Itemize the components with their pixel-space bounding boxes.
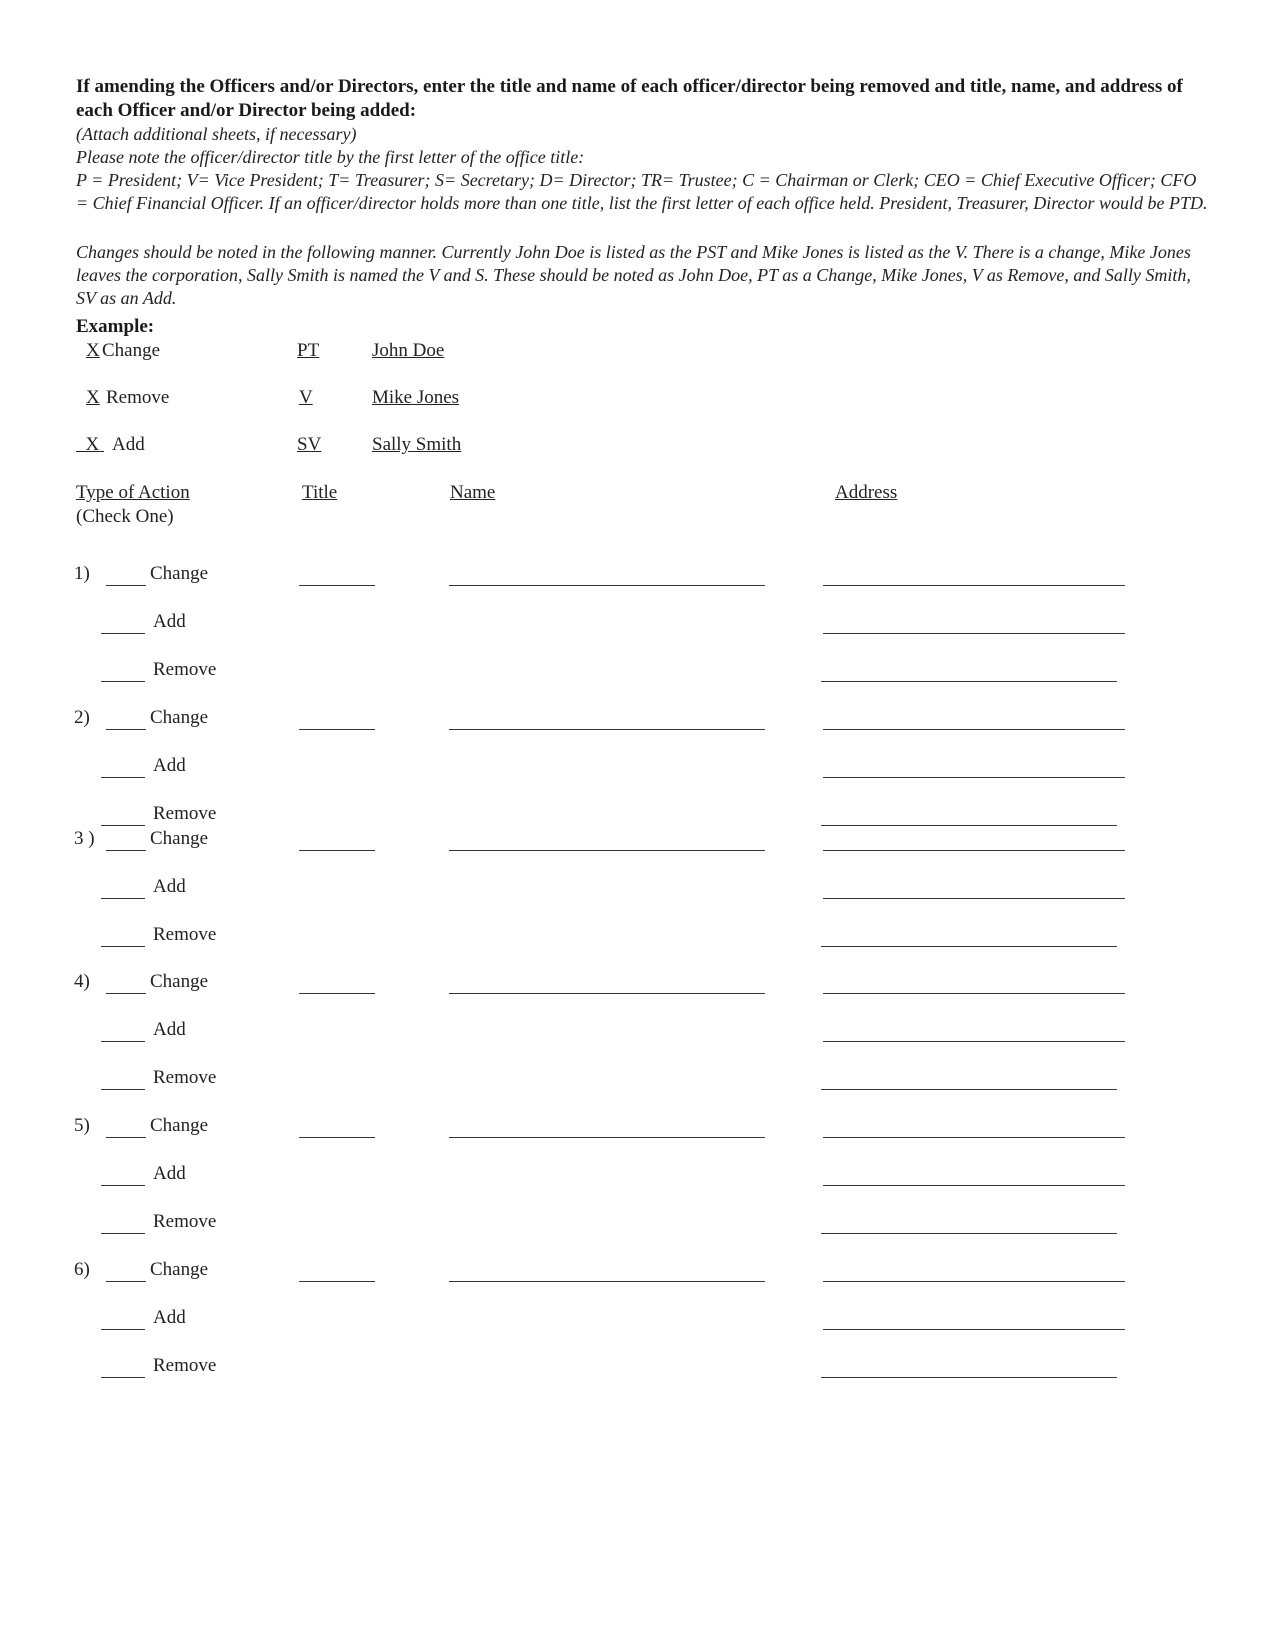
entry-number: 5) xyxy=(74,1115,90,1136)
action-label: Change xyxy=(150,1259,209,1280)
action-checkbox-blank[interactable] xyxy=(106,1281,146,1282)
address-field[interactable] xyxy=(823,1329,1125,1330)
action-label: Change xyxy=(150,707,209,728)
instructions-heading: If amending the Officers and/or Directors, enter the title and name of each officer/director being removed and title, name, and address of each Officer and/or Director being added: xyxy=(76,76,1183,121)
example-title: PT xyxy=(297,340,320,361)
title-field[interactable] xyxy=(299,729,375,730)
example-name: Mike Jones xyxy=(372,387,460,408)
action-label: Remove xyxy=(153,1067,217,1088)
action-label: Change xyxy=(150,971,209,992)
action-label: Change xyxy=(150,828,209,849)
action-checkbox-blank[interactable] xyxy=(106,729,146,730)
address-field[interactable] xyxy=(821,946,1117,947)
action-checkbox-blank[interactable] xyxy=(101,1233,145,1234)
action-checkbox-blank[interactable] xyxy=(101,777,145,778)
changes-note: Changes should be noted in the following manner. Currently John Doe is listed as the PST and Mike Jones is listed as the V. There is a change, Mike Jones leaves the corporation, Sally Smith is named the V and S. These should be noted as John Doe, PT as a Change, Mike Jones, V as Remove, and Sally Smith, SV as an Add. xyxy=(76,242,1191,308)
name-field[interactable] xyxy=(449,1137,765,1138)
action-checkbox-blank[interactable] xyxy=(106,1137,146,1138)
action-checkbox-blank[interactable] xyxy=(101,898,145,899)
address-field[interactable] xyxy=(823,633,1125,634)
action-label: Remove xyxy=(153,924,217,945)
name-field[interactable] xyxy=(449,993,765,994)
action-checkbox-blank[interactable] xyxy=(106,993,146,994)
address-field[interactable] xyxy=(821,1089,1117,1090)
action-checkbox-blank[interactable] xyxy=(101,1185,145,1186)
address-header: Address xyxy=(835,482,898,503)
example-action: Remove xyxy=(106,387,170,408)
example-name: Sally Smith xyxy=(372,434,462,455)
action-checkbox-blank[interactable] xyxy=(106,585,146,586)
name-header: Name xyxy=(450,482,496,503)
action-label: Add xyxy=(153,1163,186,1184)
example-action: Add xyxy=(112,434,145,455)
title-header: Title xyxy=(302,482,338,503)
example-label: Example: xyxy=(76,316,155,337)
title-field[interactable] xyxy=(299,1137,375,1138)
action-label: Add xyxy=(153,1019,186,1040)
address-field[interactable] xyxy=(823,993,1125,994)
example-mark: X xyxy=(86,387,100,408)
address-field[interactable] xyxy=(823,585,1125,586)
address-field[interactable] xyxy=(823,729,1125,730)
name-field[interactable] xyxy=(449,729,765,730)
address-field[interactable] xyxy=(821,1233,1117,1234)
action-label: Add xyxy=(153,755,186,776)
address-field[interactable] xyxy=(823,1041,1125,1042)
action-label: Add xyxy=(153,876,186,897)
action-label: Remove xyxy=(153,1355,217,1376)
address-field[interactable] xyxy=(823,777,1125,778)
action-label: Remove xyxy=(153,1211,217,1232)
title-field[interactable] xyxy=(299,850,375,851)
attach-note: (Attach additional sheets, if necessary) xyxy=(76,124,357,144)
address-field[interactable] xyxy=(823,850,1125,851)
action-checkbox-blank[interactable] xyxy=(101,1329,145,1330)
example-name: John Doe xyxy=(372,340,445,361)
action-label: Add xyxy=(153,1307,186,1328)
entry-number: 1) xyxy=(74,563,90,584)
example-title: V xyxy=(299,387,313,408)
check-one-label: (Check One) xyxy=(76,506,174,527)
action-checkbox-blank[interactable] xyxy=(101,681,145,682)
action-label: Remove xyxy=(153,803,217,824)
title-field[interactable] xyxy=(299,1281,375,1282)
action-checkbox-blank[interactable] xyxy=(106,850,146,851)
address-field[interactable] xyxy=(821,1377,1117,1378)
example-mark: X xyxy=(86,340,100,361)
title-note: Please note the officer/director title by the first letter of the office title: xyxy=(76,147,585,167)
entry-number: 3 ) xyxy=(74,828,95,849)
example-mark: X xyxy=(85,434,100,455)
address-field[interactable] xyxy=(823,898,1125,899)
entry-number: 2) xyxy=(74,707,90,728)
title-field[interactable] xyxy=(299,585,375,586)
address-field[interactable] xyxy=(823,1185,1125,1186)
name-field[interactable] xyxy=(449,1281,765,1282)
action-label: Add xyxy=(153,611,186,632)
address-field[interactable] xyxy=(823,1281,1125,1282)
example-title: SV xyxy=(297,434,322,455)
example-action: Change xyxy=(102,340,161,361)
action-label: Remove xyxy=(153,659,217,680)
address-field[interactable] xyxy=(821,681,1117,682)
action-checkbox-blank[interactable] xyxy=(101,633,145,634)
action-checkbox-blank[interactable] xyxy=(101,946,145,947)
name-field[interactable] xyxy=(449,585,765,586)
address-field[interactable] xyxy=(821,825,1117,826)
action-checkbox-blank[interactable] xyxy=(101,1377,145,1378)
entry-number: 6) xyxy=(74,1259,90,1280)
title-field[interactable] xyxy=(299,993,375,994)
action-label: Change xyxy=(150,1115,209,1136)
address-field[interactable] xyxy=(823,1137,1125,1138)
name-field[interactable] xyxy=(449,850,765,851)
entry-number: 4) xyxy=(74,971,90,992)
action-checkbox-blank[interactable] xyxy=(101,825,145,826)
action-checkbox-blank[interactable] xyxy=(101,1089,145,1090)
action-label: Change xyxy=(150,563,209,584)
abbreviations-note: P = President; V= Vice President; T= Treasurer; S= Secretary; D= Director; TR= Trustee; C = Chairman or Clerk; CEO = Chief Executive Officer; CFO = Chief Financial Officer. If an officer/director holds more than one title, list the first letter of each office held. President, Treasurer, Director would be PTD. xyxy=(76,170,1208,213)
action-checkbox-blank[interactable] xyxy=(101,1041,145,1042)
type-of-action-header: Type of Action xyxy=(76,482,190,503)
